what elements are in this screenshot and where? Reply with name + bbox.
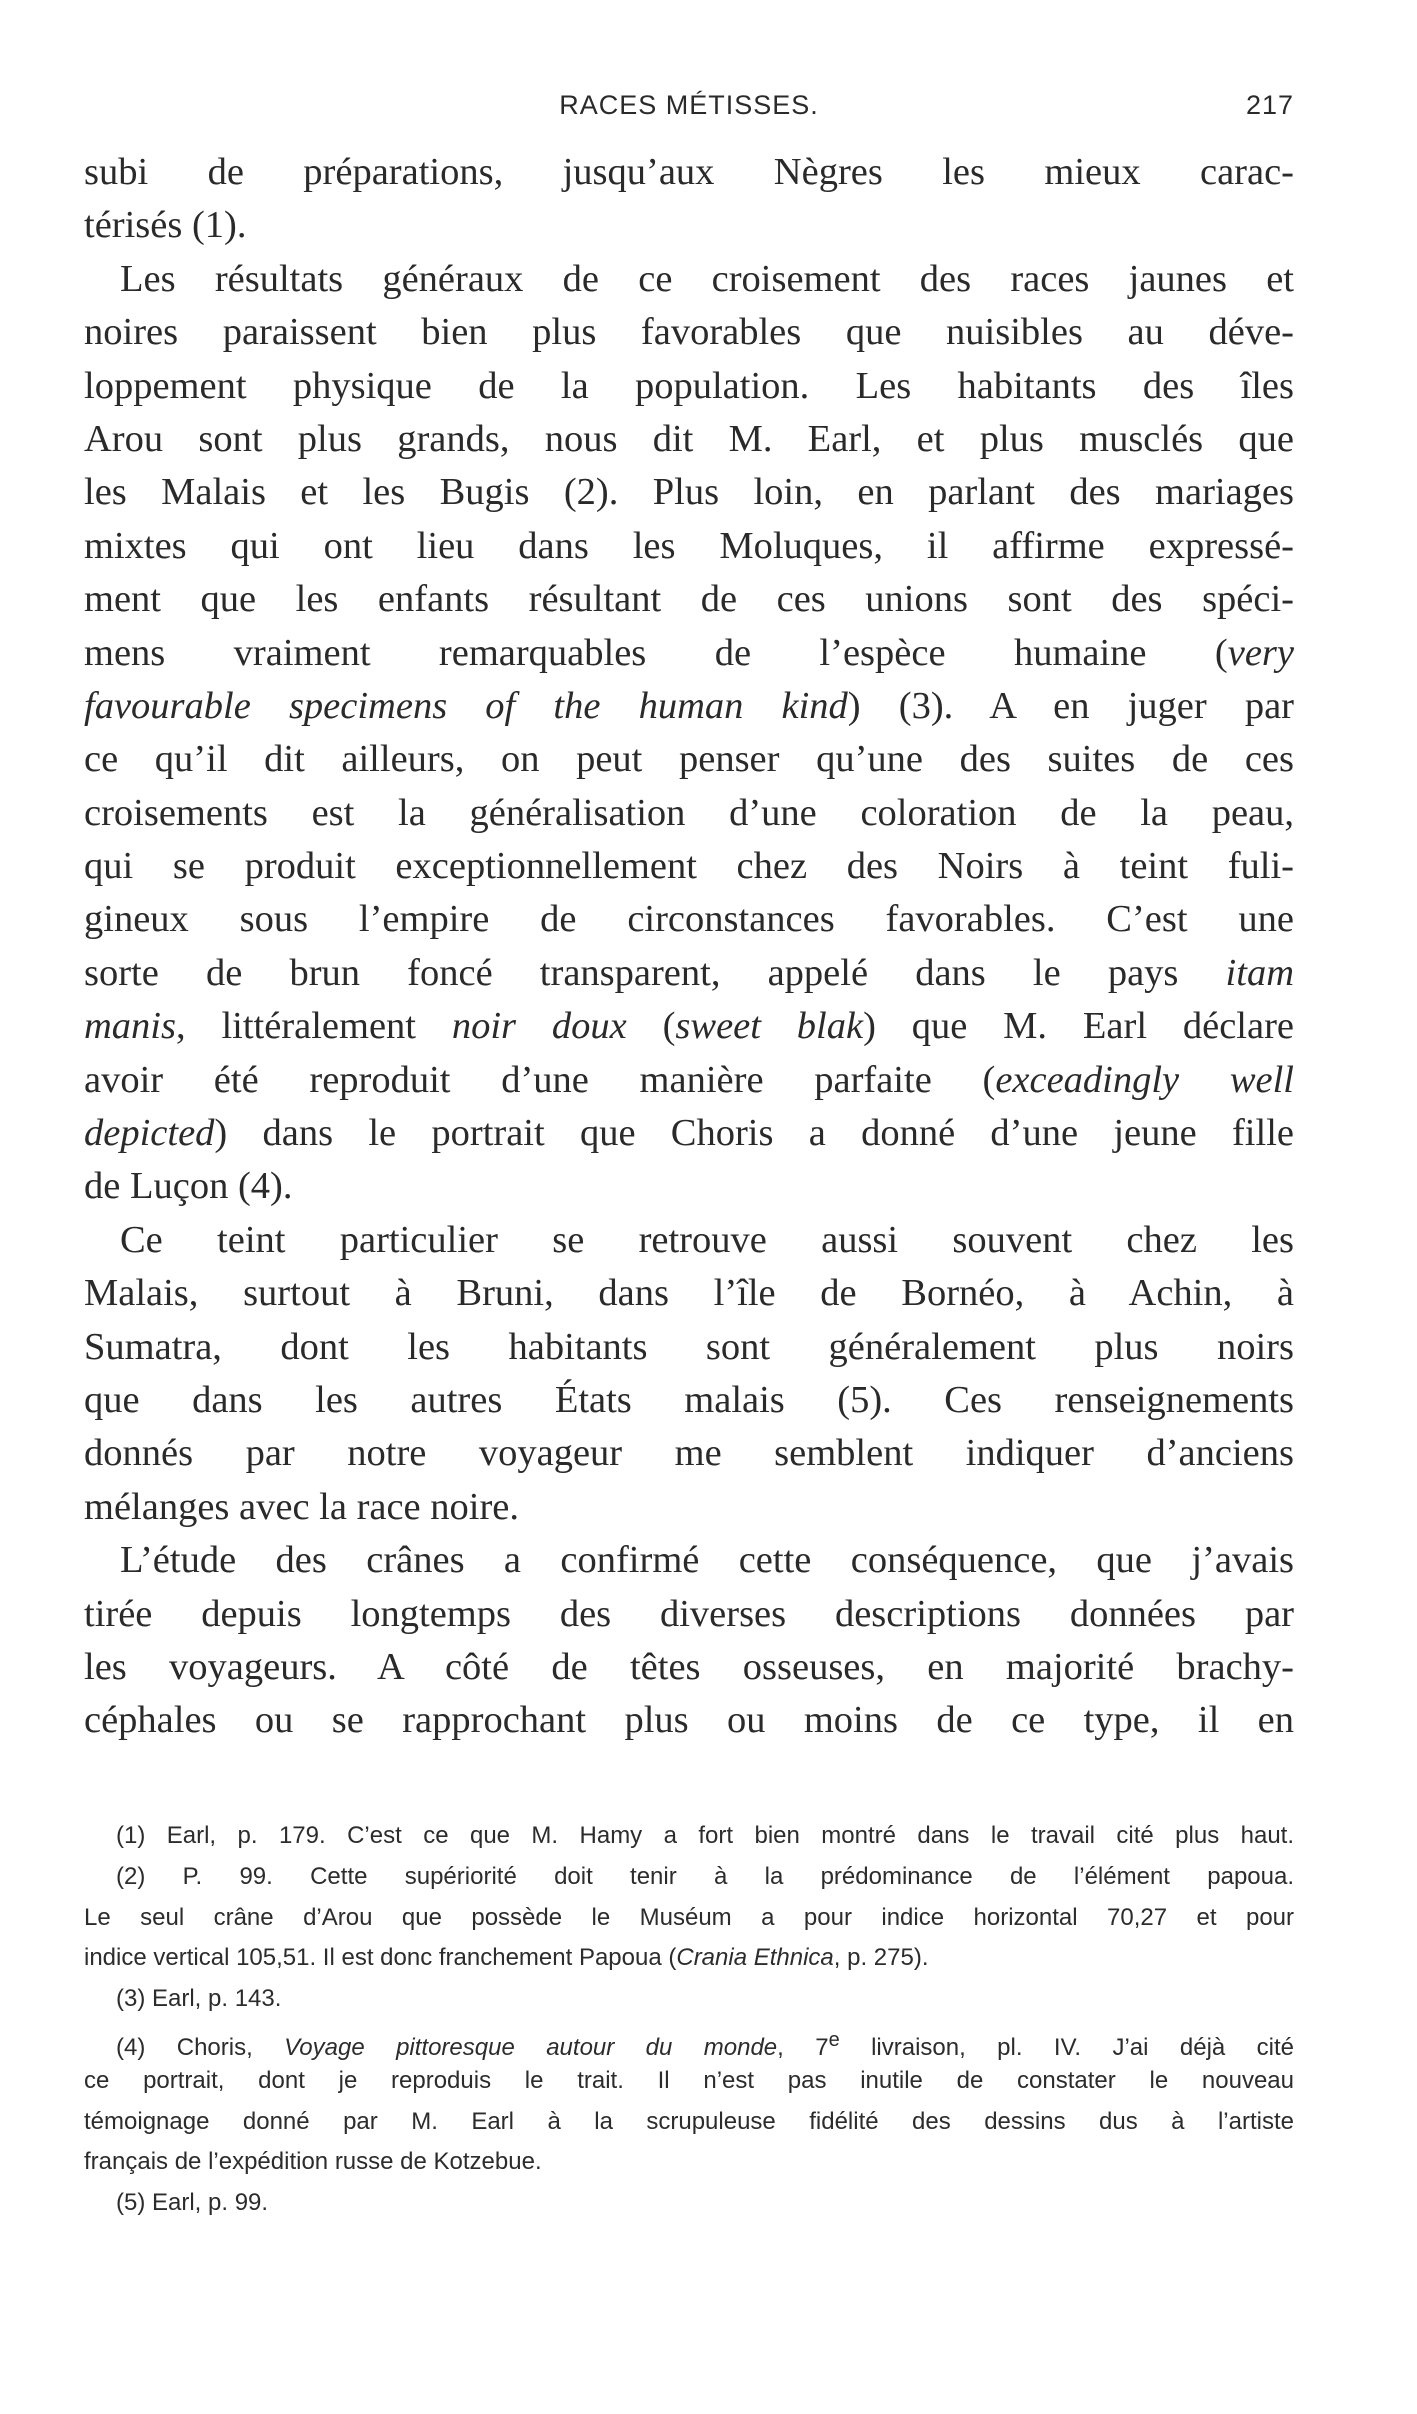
italic-phrase: itam	[1225, 951, 1294, 994]
text-line: mixtes qui ont lieu dans les Moluques, il affirme expressé-	[84, 524, 1294, 567]
italic-phrase: Crania Ethnica	[676, 1944, 834, 1972]
footnote-line: (5) Earl, p. 99.	[116, 2189, 269, 2217]
text-line: noires paraissent bien plus favorables que nuisibles au déve-	[84, 311, 1294, 354]
text-line: térisés (1).	[84, 204, 247, 247]
page-number: 217	[1245, 90, 1294, 120]
text-line: favourable specimens of the human kind) (3). A en juger par	[84, 684, 1294, 727]
text-line: Malais, surtout à Bruni, dans l’île de Bornéo, à Achin, à	[84, 1272, 1294, 1315]
footnote-line: (2) P. 99. Cette supériorité doit tenir à la prédominance de l’élément papoua.	[116, 1862, 1294, 1890]
body-text	[84, 146, 1294, 1748]
footnote-line: ce portrait, dont je reproduis le trait. Il n’est pas inutile de constater le nouveau	[84, 2066, 1294, 2094]
text-line: manis, littéralement noir doux (sweet blak) que M. Earl déclare	[84, 1005, 1294, 1048]
italic-phrase: Voyage pittoresque autour du monde	[284, 2033, 778, 2061]
text-line: loppement physique de la population. Les habitants des îles	[84, 364, 1294, 407]
text-line: mens vraiment remarquables de l’espèce humaine (very	[84, 631, 1294, 674]
text-line: qui se produit exceptionnellement chez des Noirs à teint fuli-	[84, 845, 1294, 888]
italic-phrase: very	[1227, 631, 1294, 674]
text-line: les Malais et les Bugis (2). Plus loin, en parlant des mariages	[84, 471, 1294, 514]
text-line: sorte de brun foncé transparent, appelé dans le pays itam	[84, 951, 1294, 994]
text-line: croisements est la généralisation d’une coloration de la peau,	[84, 791, 1294, 834]
text-line: Arou sont plus grands, nous dit M. Earl, et plus musclés que	[84, 417, 1294, 460]
text-line: depicted) dans le portrait que Choris a donné d’une jeune fille	[84, 1112, 1294, 1155]
text-line: céphales ou se rapprochant plus ou moins de ce type, il en	[84, 1699, 1294, 1742]
text-line: gineux sous l’empire de circonstances favorables. C’est une	[84, 898, 1294, 941]
footnote-line: français de l’expédition russe de Kotzebue.	[84, 2148, 542, 2176]
text-line: que dans les autres États malais (5). Ces renseignements	[84, 1378, 1294, 1421]
text-line: ment que les enfants résultant de ces unions sont des spéci-	[84, 578, 1294, 621]
footnote-line: témoignage donné par M. Earl à la scrupuleuse fidélité des dessins dus à l’artiste	[84, 2107, 1294, 2135]
text-line: avoir été reproduit d’une manière parfaite (exceadingly well	[84, 1058, 1295, 1101]
superscript: e	[828, 2028, 840, 2051]
text-line: tirée depuis longtemps des diverses descriptions données par	[84, 1592, 1294, 1635]
footnote-line: Le seul crâne d’Arou que possède le Muséum a pour indice horizontal 70,27 et pour	[84, 1903, 1294, 1931]
text-line: de Luçon (4).	[84, 1165, 293, 1208]
footnote-line: (3) Earl, p. 143.	[116, 1985, 282, 2013]
italic-phrase: noir doux	[451, 1005, 627, 1048]
running-title: RACES MÉTISSES.	[559, 90, 819, 120]
italic-phrase: sweet blak	[675, 1005, 864, 1048]
footnote-line: (4) Choris, Voyage pittoresque autour du monde, 7e livraison, pl. IV. J’ai déjà cité	[116, 2028, 1295, 2061]
text-line: mélanges avec la race noire.	[84, 1485, 520, 1528]
text-line: ce qu’il dit ailleurs, on peut penser qu’une des suites de ces	[84, 738, 1294, 781]
italic-phrase: exceadingly well	[995, 1058, 1295, 1101]
paragraph-start-line: L’étude des crânes a confirmé cette conséquence, que j’avais	[120, 1539, 1294, 1582]
footnote-line: indice vertical 105,51. Il est donc franchement Papoua (Crania Ethnica, p. 275).	[84, 1944, 929, 1972]
text-line: Sumatra, dont les habitants sont généralement plus noirs	[84, 1325, 1294, 1368]
footnotes	[84, 1816, 1294, 2224]
running-head	[84, 90, 1294, 130]
text-line: donnés par notre voyageur me semblent indiquer d’anciens	[84, 1432, 1294, 1475]
italic-phrase: favourable specimens of the human kind	[84, 684, 848, 727]
italic-phrase: manis	[84, 1005, 176, 1048]
italic-phrase: depicted	[84, 1112, 215, 1155]
paragraph-start-line: Les résultats généraux de ce croisement des races jaunes et	[120, 257, 1294, 300]
text-line: subi de préparations, jusqu’aux Nègres les mieux carac-	[84, 151, 1294, 193]
text-line: les voyageurs. A côté de têtes osseuses, en majorité brachy-	[84, 1645, 1294, 1688]
footnote-line: (1) Earl, p. 179. C’est ce que M. Hamy a fort bien montré dans le travail cité plus haut.	[116, 1822, 1294, 1849]
paragraph-start-line: Ce teint particulier se retrouve aussi souvent chez les	[120, 1218, 1294, 1261]
